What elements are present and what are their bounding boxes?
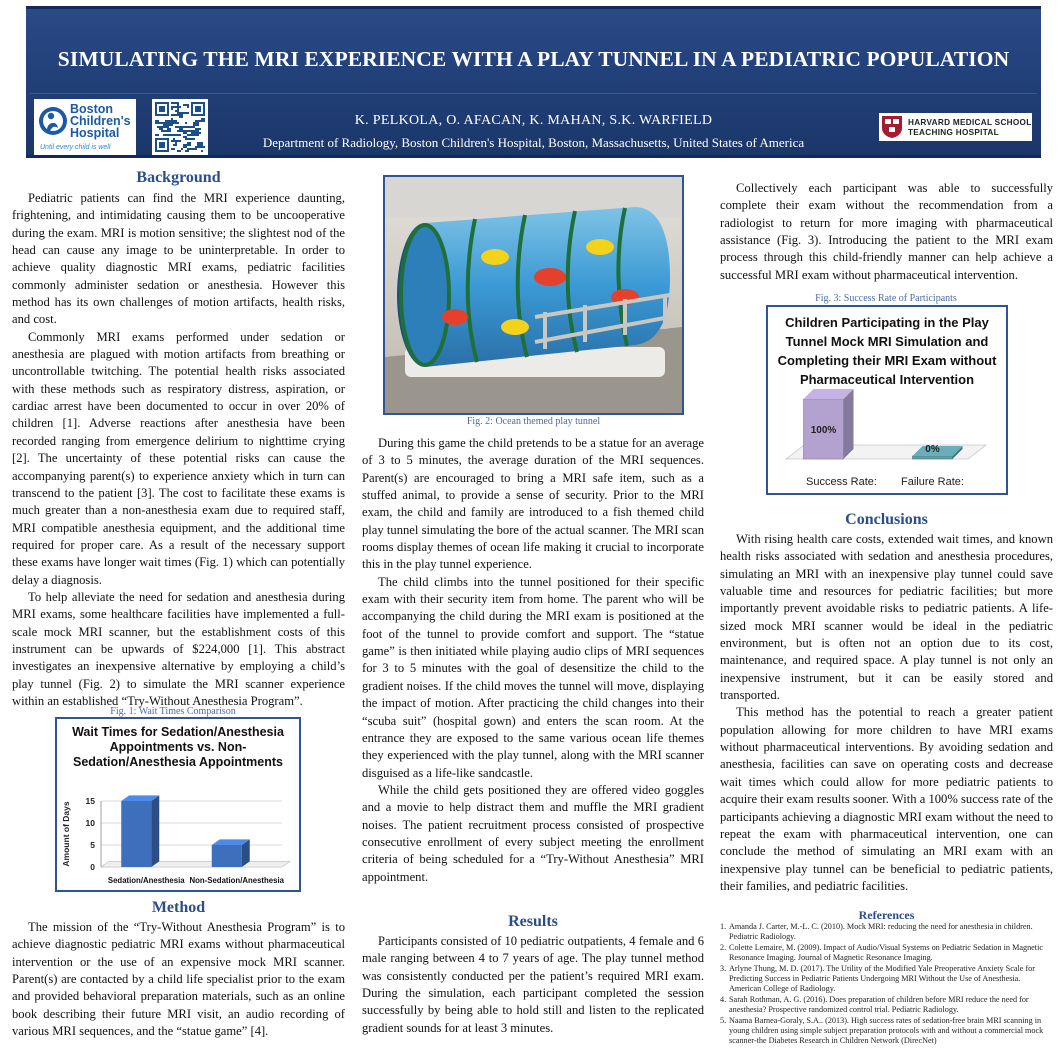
- references-heading: References: [858, 908, 915, 922]
- fig1-caption: Fig. 1: Wait Times Comparison: [110, 706, 236, 717]
- chart-title-line: Tunnel Mock MRI Simulation and: [785, 334, 989, 349]
- x-tick-label: Non-Sedation/Anesthesia: [189, 876, 284, 885]
- fig2-photo: [383, 175, 684, 415]
- fig3-chart: [766, 305, 1008, 495]
- harvard-medical-school-logo: [879, 113, 1032, 141]
- reference-item: 4. Sarah Rothman, A. G. (2016). Does preparation of children before MRI reduce the need for anesthesia? Prospective randomized control trial. Pediatric Radiology.: [720, 995, 1029, 1014]
- fig1-chart: [55, 717, 301, 892]
- method-paragraph: While the child gets positioned they are offered video goggles and a movie to help distract them and muffle the MRI gradient noises. The patient recruitment process consisted of prospective consecutive enrollment of every subject meeting the enrollment criteria of being scheduled for a “Try-Without Anesthesia” MRI appointment.: [362, 782, 704, 884]
- bch-wordmark: Boston Children's Hospital: [70, 102, 131, 140]
- fig3-caption: Fig. 3: Success Rate of Participants: [815, 293, 957, 304]
- method-heading: Method: [151, 899, 206, 916]
- chart-title-line: Sedation/Anesthesia Appointments: [73, 755, 283, 769]
- bar: [913, 456, 953, 459]
- bar-side: [844, 389, 854, 459]
- y-tick-label: 15: [85, 796, 95, 806]
- chart-title-line: Wait Times for Sedation/Anesthesia: [72, 725, 284, 739]
- authors: K. PELKOLA, O. AFACAN, K. MAHAN, S.K. WARFIELD: [354, 113, 713, 128]
- background-text: [12, 190, 345, 710]
- x-tick-label: Failure Rate:: [901, 476, 964, 488]
- hms-wordmark: HARVARD MEDICAL SCHOOL TEACHING HOSPITAL: [908, 118, 1032, 137]
- middle-text: [362, 435, 704, 886]
- wait-times-chart: [57, 719, 299, 890]
- results-paragraph: Collectively each participant was able to successfully complete their exam without the recommendation from a radiologist to return for more imaging with pharmaceutical assistance (Fig. 3). Introducing the patient to the MRI exam process through this child-friendly manner can help achieve a successful MRI exam without pharmaceutical intervention.: [720, 181, 1053, 282]
- background-paragraph: Pediatric patients can find the MRI experience daunting, frightening, and intimidating causing them to be uncooperative during the exam. MRI is motion sensitive; the slightest nod of the head can cause any image to be uninterpretable. In order to achieve quality diagnostic MRI exams, pediatric facilities commonly administer sedation or anesthesia. However this method has its own challenges of motion artifacts, health risks, and cost.: [12, 191, 345, 327]
- method-paragraph: During this game the child pretends to be a statue for an average of 3 to 5 minutes, the average duration of the MRI sequences. Parent(s) are encouraged to bring a MRI safe item, such as a stuffed animal, to provide a sense of security. Prior to the MRI exam, the child and family are introduced to a fish themed child play tunnel simulating the bore of the actual scanner. The MRI scan rooms display themes of ocean life making it crucial to incorporate this in the play tunnel experience.: [362, 436, 704, 572]
- bch-tagline: Until every child is well: [40, 144, 111, 151]
- poster-title: SIMULATING THE MRI EXPERIENCE WITH A PLAY TUNNEL IN A PEDIATRIC POPULATION: [57, 47, 1010, 71]
- x-tick-label: Success Rate:: [806, 476, 877, 488]
- reference-item: 2. Colette Lemaire, M. (2009). Impact of Audio/Visual Systems on Pediatric Sedation in Magnetic Resonance Imaging. Journal of Magnetic Resonance Imaging.: [720, 943, 1043, 962]
- reference-item: 5. Naama Barnea-Goraly, S.A.. (2013). High success rates of sedation-free brain MRI scanning in young children using simple subject preparation protocols with and without a commercial mock scanner-the Diabetes Research in Children Network (DirecNet): [720, 1016, 1044, 1045]
- reference-item: 3. Arlyne Thung, M. D. (2017). The Utility of the Modified Yale Preoperative Anxiety Scale for Predicting Success in Pediatric Patients Undergoing MRI Without the Use of Anesthesia. American College of Radiology.: [720, 964, 1035, 993]
- data-label: 0%: [925, 444, 940, 455]
- bar: [121, 801, 151, 867]
- y-axis-label: Amount of Days: [61, 801, 71, 867]
- right-top-text: [720, 180, 1053, 284]
- bar: [212, 845, 242, 867]
- poster-header: [26, 6, 1041, 158]
- conclusions-heading: Conclusions: [845, 511, 928, 528]
- x-tick-label: Sedation/Anesthesia: [107, 876, 185, 885]
- header-divider: [30, 93, 1037, 94]
- results-text: [362, 933, 704, 1037]
- chart-title-line: Completing their MRI Exam without: [777, 353, 997, 368]
- method-paragraph: The mission of the “Try-Without Anesthesia Program” is to achieve diagnostic pediatric MRI exams without pharmaceutical intervention or the use of an expensive mock MRI scanner. Parent(s) are contacted by a child life specialist prior to the exam and provided behavioral preparation materials, such as an online book describing their future MRI visit, an audio recording of various MRI sequences, and the “statue game” [4].: [12, 920, 345, 1039]
- y-tick-label: 10: [85, 818, 95, 828]
- play-tunnel-photo: [385, 177, 682, 413]
- bar-side: [151, 795, 159, 867]
- results-paragraph: Participants consisted of 10 pediatric outpatients, 4 female and 6 male ranging between 4 to 7 years of age. The play tunnel method was consistently conducted per the patient’s required MRI exam. During the simulation, each participant completed the session successfully by being able to hold still and listen to the replicated gradient sounds for at least 3 minutes.: [362, 934, 704, 1035]
- conclusions-text: [720, 531, 1053, 895]
- harvard-shield-icon: [881, 115, 903, 139]
- method-paragraph: The child climbs into the tunnel positioned for their specific exam with their security item from home. The parent who will be accompanying the child during the MRI exam is positioned at the foot of the tunnel to provide comfort and support. The “statue game” is then initiated while playing audio clips of MRI sequences for 3 to 5 minutes with the goal of desensitize the child to the gradient noises. If the child moves the tunnel will move, displaying the impact of motion. After practicing the child changes into their “scuba suit” (hospital gown) and enters the scan room. At the entrance they are exposed to the same various ocean life themes they experienced with the play tunnel, along with the MRI scanner disguised as a life-like sandcastle.: [362, 574, 704, 780]
- background-paragraph: Commonly MRI exams performed under sedation or anesthesia are plagued with motion artifacts from breathing or uncontrollable twitching. The potential health risks associated with these methods such as respiratory distress, aspiration, or cardiac arrest have been documented to occur in over 20% of children [1]. Adverse reactions after anesthesia have been recorded ranging from emergence delirium to nighttime crying [2]. The uncertainty of these potential risks can cause the accompanying parent(s) to experience anxiety which in turn can transcend to the patient [3]. The cost to facilitate these exams is much greater than a non-anesthesia exam due to required staff, MRI compatible anesthesia equipment, and the additional time required for proper care. As a result of the necessary support these exams have longer wait times (Fig. 1) which can potentially delay a diagnosis.: [12, 329, 345, 587]
- background-paragraph: To help alleviate the need for sedation and anesthesia during MRI exams, some healthcare facilities have implemented a full-scale mock MRI scanner, but the establishment costs of this instrument can be upwards of $224,000 [1]. This abstract investigates an inexpensive alternative by employing a child’s play tunnel (Fig. 2) to simulate the MRI scanner experience within an established “Try-Without Anesthesia Program”.: [12, 589, 345, 708]
- affiliation: Department of Radiology, Boston Children's Hospital, Boston, Massachusetts, United States of America: [262, 135, 805, 150]
- conclusions-paragraph: This method has the potential to reach a greater patient population allowing for more children to have MRI exams without pharmaceutical interventions. By avoiding sedation and anesthesia, facilities can save on operating costs and decrease wait times which could allow for more pediatric patients to acquire their exam results sooner. With a 100% success rate of the participants achieving a diagnostic MRI exam without the need to repeat the exam with pharmaceutical intervention, one can conclude the method of simulating an MRI exam with an inexpensive play tunnel can be beneficial to pediatric patients, their families, and pediatric facilities.: [720, 705, 1053, 893]
- chart-title-line: Pharmaceutical Intervention: [799, 372, 975, 387]
- conclusions-paragraph: With rising health care costs, extended wait times, and known health risks associated with sedation and anesthesia procedures, simulating an MRI with an inexpensive play tunnel could save valuable time and resources for pediatric facilities; but more importantly prevent avoidable risks to pediatric patients. A life-sized mock MRI scanner would be ideal in the pediatric environment, but is often not an option due to its cost, maintenance, and required space. A play tunnel is not only an inexpensive instrument, but it can be easily stored and transported.: [720, 532, 1053, 703]
- fig2-caption: Fig. 2: Ocean themed play tunnel: [466, 416, 601, 427]
- method-text: [12, 919, 345, 1040]
- chart-title-line: Children Participating in the Play: [785, 315, 989, 330]
- y-tick-label: 5: [90, 840, 95, 850]
- chart-title-line: Appointments vs. Non-: [109, 740, 247, 754]
- reference-item: 1. Amanda J. Carter, M.-L. C. (2010). Mock MRI: reducing the need for anesthesia in children. Pediatric Radiology.: [720, 922, 1033, 941]
- success-rate-chart: [768, 307, 1006, 493]
- background-heading: Background: [136, 169, 221, 186]
- data-label: 100%: [810, 425, 837, 436]
- references-list: [720, 922, 1053, 1047]
- y-tick-label: 0: [90, 862, 95, 872]
- results-heading: Results: [508, 913, 558, 930]
